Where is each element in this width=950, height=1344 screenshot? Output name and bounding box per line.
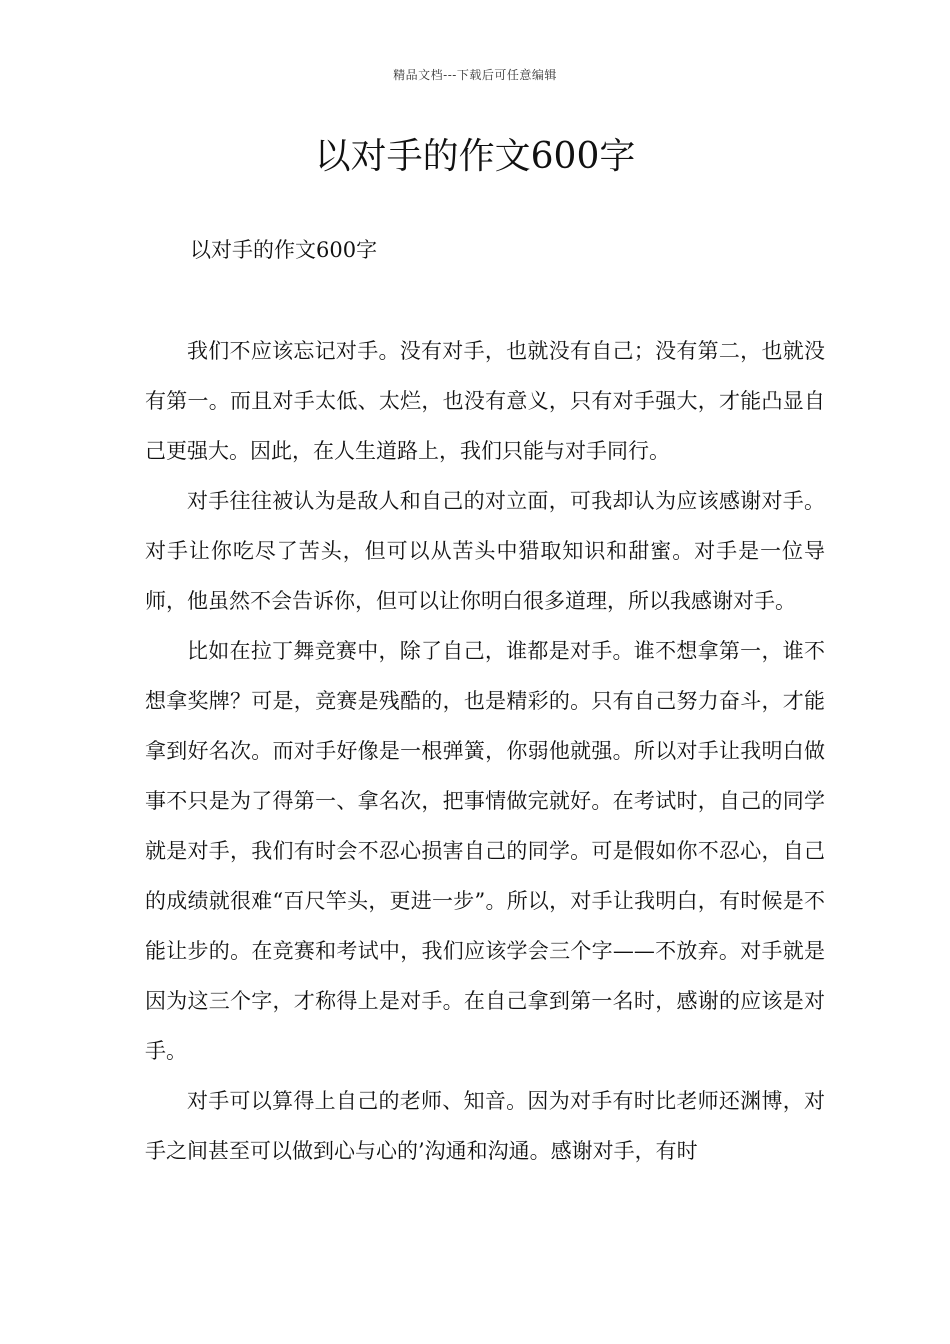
document-body [145, 326, 825, 1176]
paragraph-4: 对手可以算得上自己的老师、知音。因为对手有时比老师还渊博，对手之间甚至可以做到心与心的’沟通和沟通。感谢对手，有时 [145, 1089, 825, 1163]
paragraph-3: 比如在拉丁舞竞赛中，除了自己，谁都是对手。谁不想拿第一，谁不想拿奖牌？可是，竞赛是残酷的，也是精彩的。只有自己努力奋斗，才能拿到好名次。而对手好像是一根弹簧，你弱他就强。所以对手让我明白做事不只是为了得第一、拿名次，把事情做完就好。在考试时，自己的同学就是对手，我们有时会不忍心损害自己的同学。可是假如你不忍心，自己的成绩就很难“百尺竿头，更进一步”。所以，对手让我明白，有时候是不能让步的。在竞赛和考试中，我们应该学会三个字——不放弃。对手就是因为这三个字，才称得上是对手。在自己拿到第一名时，感谢的应该是对手。 [145, 639, 825, 1063]
document-subtitle: 以对手的作文600字 [190, 238, 378, 262]
paragraph-2: 对手往往被认为是敌人和自己的对立面，可我却认为应该感谢对手。对手让你吃尽了苦头，但可以从苦头中猎取知识和甜蜜。对手是一位导师，他虽然不会告诉你，但可以让你明白很多道理，所以我感谢对手。 [145, 489, 825, 613]
document-title: 以对手的作文600字 [314, 136, 636, 177]
header-note: 精品文档---下载后可任意编辑 [393, 68, 557, 82]
paragraph-1: 我们不应该忘记对手。没有对手，也就没有自己；没有第二，也就没有第一。而且对手太低、太烂，也没有意义，只有对手强大，才能凸显自己更强大。因此，在人生道路上，我们只能与对手同行。 [145, 339, 825, 463]
